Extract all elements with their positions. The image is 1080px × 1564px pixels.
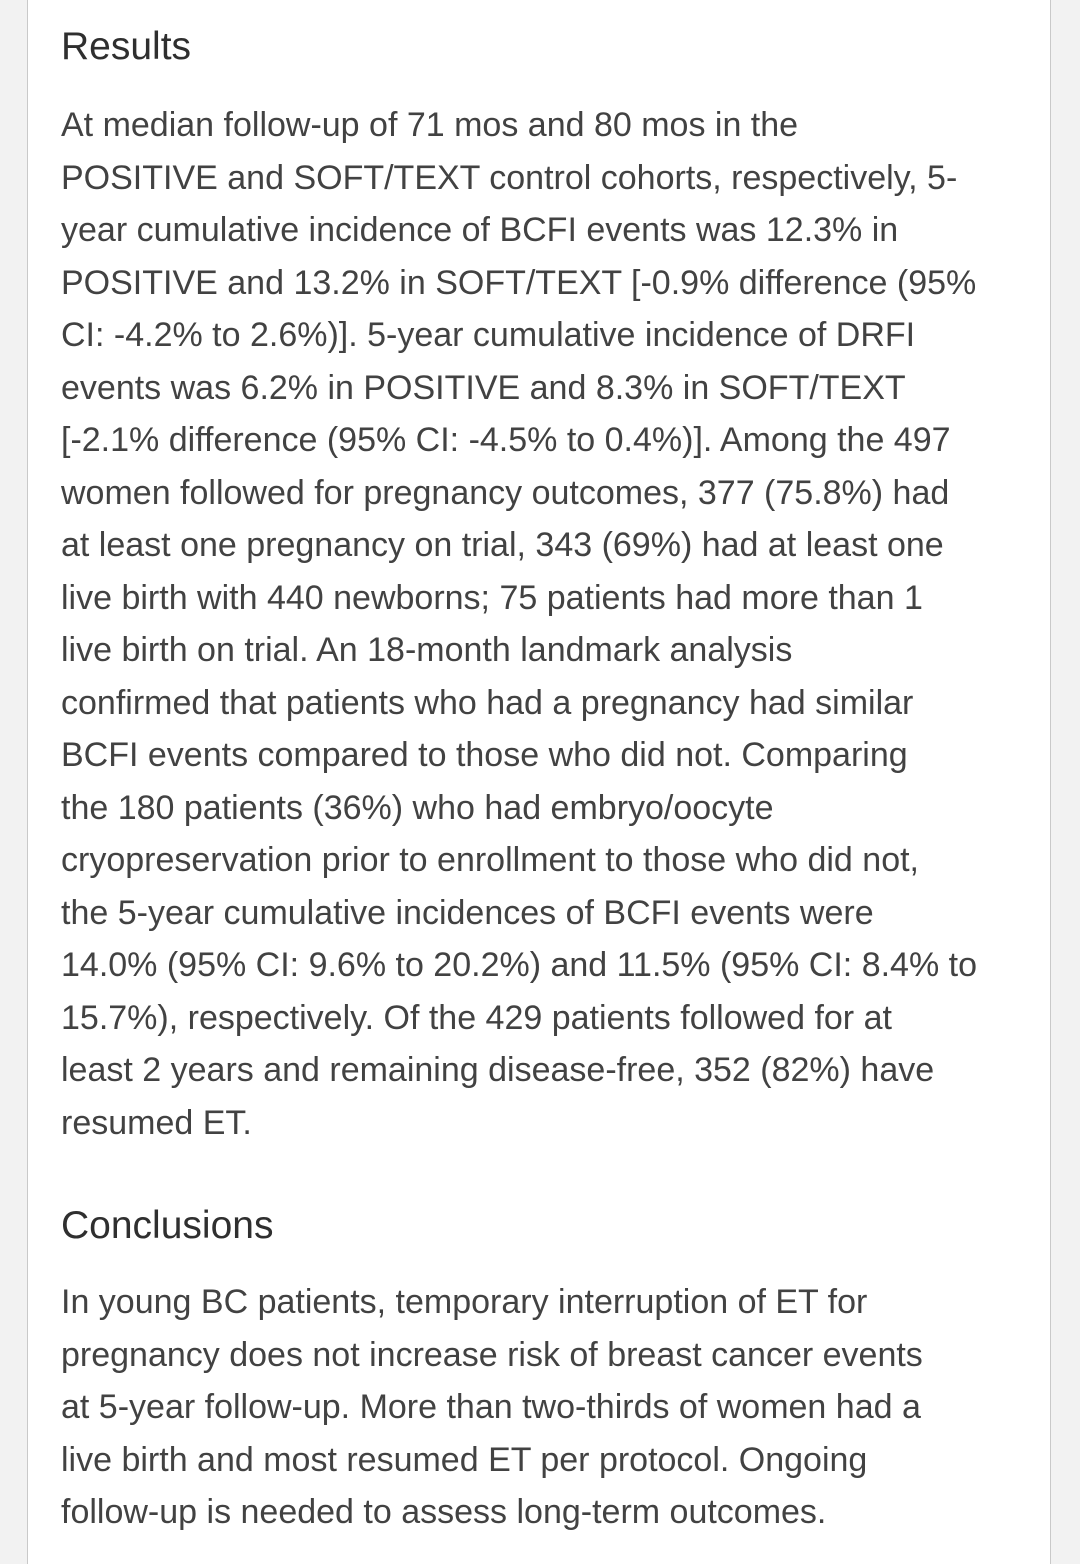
results-line: 15.7%), respectively. Of the 429 patients followed for at	[61, 998, 892, 1037]
abstract-card	[27, 0, 1051, 1564]
results-line: resumed ET.	[61, 1103, 252, 1142]
results-heading: Results	[61, 25, 192, 68]
results-line: CI: -4.2% to 2.6%)]. 5-year cumulative incidence of DRFI	[61, 316, 916, 354]
results-line: live birth on trial. An 18-month landmark analysis	[61, 631, 793, 669]
conclusions-line: at 5-year follow-up. More than two-thirds of women had a	[61, 1388, 921, 1426]
conclusions-paragraph	[61, 1276, 1036, 1539]
conclusions-line: pregnancy does not increase risk of breast cancer events	[61, 1335, 923, 1374]
results-line: [-2.1% difference (95% CI: -4.5% to 0.4%)]. Among the 497	[61, 421, 951, 459]
results-line: year cumulative incidence of BCFI events was 12.3% in	[61, 211, 899, 249]
results-section	[61, 23, 1036, 1149]
results-line: the 5-year cumulative incidences of BCFI events were	[61, 893, 874, 932]
results-line: At median follow-up of 71 mos and 80 mos in the	[61, 106, 799, 144]
conclusions-line: live birth and most resumed ET per protocol. Ongoing	[61, 1440, 868, 1479]
results-line: at least one pregnancy on trial, 343 (69%) had at least one	[61, 526, 944, 564]
results-line: cryopreservation prior to enrollment to those who did not,	[61, 841, 920, 879]
results-line: the 180 patients (36%) who had embryo/oocyte	[61, 788, 774, 827]
results-line: women followed for pregnancy outcomes, 377 (75.8%) had	[61, 473, 950, 512]
results-line: events was 6.2% in POSITIVE and 8.3% in SOFT/TEXT	[61, 368, 906, 407]
conclusions-heading: Conclusions	[61, 1204, 274, 1247]
results-line: live birth with 440 newborns; 75 patients had more than 1	[61, 578, 923, 617]
results-line: POSITIVE and SOFT/TEXT control cohorts, respectively, 5-	[61, 158, 958, 197]
results-line: confirmed that patients who had a pregnancy had similar	[61, 683, 914, 722]
conclusions-line: follow-up is needed to assess long-term outcomes.	[61, 1493, 827, 1531]
conclusions-line: In young BC patients, temporary interruption of ET for	[61, 1283, 868, 1321]
results-line: 14.0% (95% CI: 9.6% to 20.2%) and 11.5% (95% CI: 8.4% to	[61, 946, 977, 984]
results-paragraph	[61, 99, 1036, 1149]
results-line: least 2 years and remaining disease-free, 352 (82%) have	[61, 1051, 935, 1089]
conclusions-section	[61, 1202, 1036, 1539]
results-line: POSITIVE and 13.2% in SOFT/TEXT [-0.9% difference (95%	[61, 263, 977, 302]
results-line: BCFI events compared to those who did not. Comparing	[61, 736, 908, 774]
